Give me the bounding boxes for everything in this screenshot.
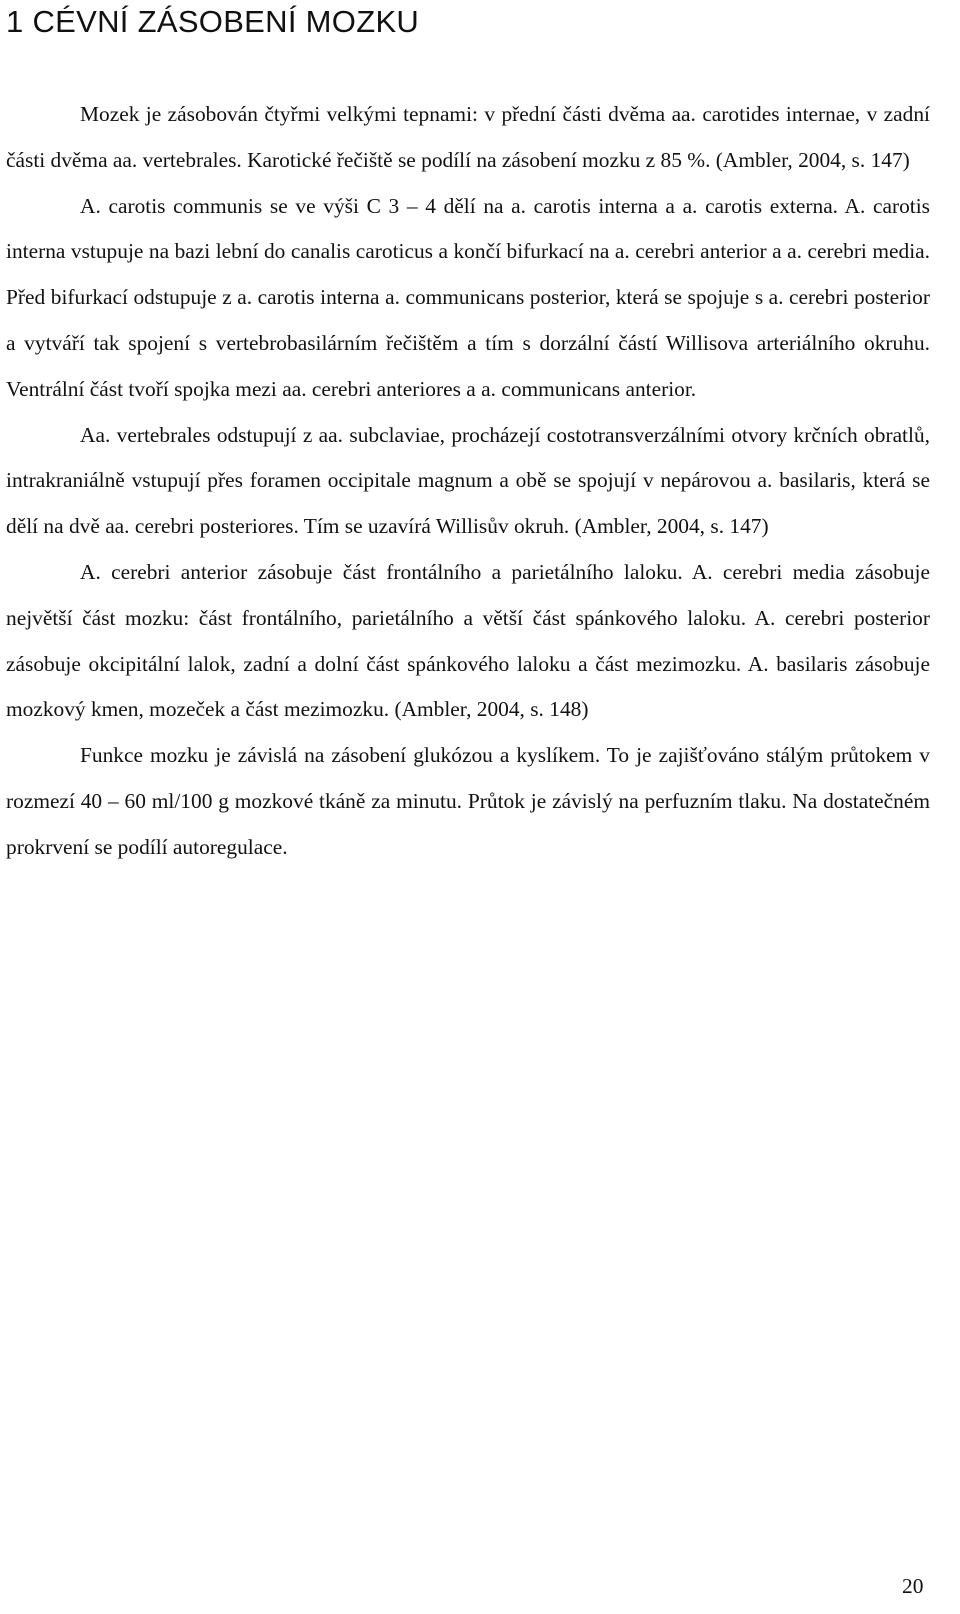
paragraph-brain-function: Funkce mozku je závislá na zásobení glukózou a kyslíkem. To je zajišťováno stálým průtokem v rozmezí 40 – 60 ml/100 g mozkové tkáně za minutu. Průtok je závislý na perfuzním tlaku. Na dostatečném prokrvení se podílí autoregulace.	[6, 743, 930, 859]
body-text	[6, 92, 930, 871]
paragraph-blood-supply-intro: Mozek je zásobován čtyřmi velkými tepnami: v přední části dvěma aa. carotides internae, v zadní části dvěma aa. vertebrales. Karotické řečiště se podílí na zásobení mozku z 85 %. (Ambler, 2004, s. 147)	[6, 102, 930, 172]
page-number: 20	[902, 1574, 924, 1598]
paragraph-cerebral-arteries: A. cerebri anterior zásobuje část frontálního a parietálního laloku. A. cerebri media zásobuje největší část mozku: část frontálního, parietálního a větší část spánkového laloku. A. cerebri posterior zásobuje okcipitální lalok, zadní a dolní část spánkového laloku a část mezimozku. A. basilaris zásobuje mozkový kmen, mozeček a část mezimozku. (Ambler, 2004, s. 148)	[6, 559, 930, 722]
paragraph-carotis: A. carotis communis se ve výši C 3 – 4 dělí na a. carotis interna a a. carotis externa. A. carotis interna vstupuje na bazi lební do canalis caroticus a končí bifurkací na a. cerebri anterior a a. cerebri media. Před bifurkací odstupuje z a. carotis interna a. communicans posterior, která se spojuje s a. cerebri posterior a vytváří tak spojení s vertebrobasilárním řečištěm a tím s dorzální částí Willisova arteriálního okruhu. Ventrální část tvoří spojka mezi aa. cerebri anteriores a a. communicans anterior.	[6, 193, 930, 401]
paragraph-vertebrales: Aa. vertebrales odstupují z aa. subclaviae, procházejí costotransverzálními otvory krčních obratlů, intrakraniálně vstupují přes foramen occipitale magnum a obě se spojují v nepárovou a. basilaris, která se dělí na dvě aa. cerebri posteriores. Tím se uzavírá Willisův okruh. (Ambler, 2004, s. 147)	[6, 422, 930, 539]
chapter-heading: 1 CÉVNÍ ZÁSOBENÍ MOZKU	[6, 4, 420, 39]
